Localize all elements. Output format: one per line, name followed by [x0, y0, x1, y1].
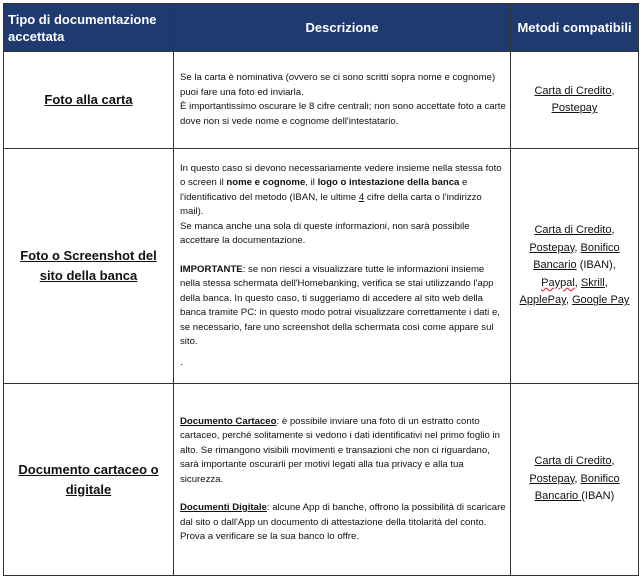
desc-paragraph	[180, 415, 506, 488]
text: : alcune App di banche, offrono la possibilità di scaricare dal sito o dall'App un documento di attestazione della titolarità del conto. Prova a verificare se la sua banco lo offre.	[180, 502, 506, 542]
row-description	[174, 384, 511, 576]
documentation-table	[3, 3, 639, 576]
desc-paragraph: .	[180, 356, 183, 368]
method-link-applepay[interactable]: ApplePay	[519, 294, 566, 307]
desc-paragraph	[180, 263, 506, 350]
text: : è possibile inviare una foto di un estratto conto cartaceo, perché solitamente si vedono i dati identificativi nel primo foglio in alto. Se rimangono visibili movimenti e transazioni che non ci riguardano, sarà importante oscurarli per motivi legati alla tua privacy e alla tua sicurezza.	[180, 415, 500, 485]
text: : se non riesci a visualizzare tutte le informazioni insieme nella stessa schermata dell'Homebanking, verifica se stai utilizzando l'app della banca. In questo caso, ti suggeriamo di accedere al sito web della banca tramite PC: in questo modo potrai visualizzare correttamente i dati e, se necessario, fare uno screenshot della schermata così come appare sul sito.	[180, 263, 500, 348]
table-row	[4, 384, 639, 576]
separator: ,	[604, 276, 608, 289]
text: , il	[305, 177, 318, 189]
method-link-paypal[interactable]: Paypal	[541, 276, 575, 289]
method-link-credit-card[interactable]: Carta di Credito	[534, 84, 612, 97]
separator: ,	[574, 472, 578, 485]
method-link-credit-card[interactable]: Carta di Credito	[534, 455, 612, 468]
underlined-label: Documenti Digitale	[180, 502, 267, 513]
row-methods	[511, 149, 639, 384]
row-methods	[511, 52, 639, 149]
row-type-card-photo: Foto alla carta	[4, 52, 174, 149]
row-type-bank-screenshot: Foto o Screenshot del sito della banca	[4, 149, 174, 384]
bold-text: logo o intestazione della banca	[317, 177, 460, 189]
method-link-postepay[interactable]: Postepay	[529, 241, 575, 254]
header-type: Tipo di documentazione accettata	[4, 4, 174, 52]
method-link-postepay[interactable]: Postepay	[529, 472, 575, 485]
separator: ,	[611, 224, 615, 237]
desc-paragraph: È importantissimo oscurare le 8 cifre centrali; non sono accettate foto a carte dove non si vede nome e cognome dell'intestatario.	[180, 101, 506, 127]
text: cifre della carta o l'indirizzo mail).	[180, 191, 482, 218]
separator: ,	[565, 294, 569, 307]
separator: ,	[611, 455, 615, 468]
row-methods	[511, 384, 639, 576]
blank-line	[180, 249, 506, 263]
desc-paragraph: Se la carta è nominativa (ovvero se ci sono scritti sopra nome e cognome) puoi fare una foto ed inviarla.	[180, 72, 496, 98]
table-header-row	[4, 4, 639, 52]
desc-paragraph: Se manca anche una sola di queste informazioni, non sarà possibile accettare la documentazione.	[180, 220, 470, 247]
method-link-credit-card[interactable]: Carta di Credito	[534, 224, 612, 237]
underlined-label: Documento Cartaceo	[180, 415, 277, 427]
underlined-text: 4	[358, 191, 365, 203]
text: e l'identificativo del metodo (IBAN, le ultime	[180, 177, 468, 203]
text: (IBAN),	[576, 259, 616, 272]
table-row	[4, 52, 639, 149]
header-description: Descrizione	[174, 4, 511, 52]
method-link-postepay[interactable]: Postepay	[551, 102, 598, 114]
separator: ,	[611, 84, 615, 97]
separator: ,	[574, 276, 578, 289]
row-description	[174, 52, 511, 149]
method-link-bank-transfer[interactable]: Bonifico Bancario	[533, 241, 620, 272]
text: (IBAN)	[581, 490, 615, 503]
method-link-googlepay[interactable]: Google Pay	[571, 294, 630, 307]
row-type-paper-digital-document: Documento cartaceo o digitale	[4, 384, 174, 576]
header-methods: Metodi compatibili	[511, 4, 639, 52]
blank-line	[180, 487, 506, 501]
method-link-bank-transfer[interactable]: Bonifico Bancario	[534, 472, 620, 503]
table-row	[4, 149, 639, 384]
row-description	[174, 149, 511, 384]
separator: ,	[574, 241, 578, 254]
text: In questo caso si devono necessariamente vedere insieme nella stessa foto o screen il	[180, 162, 502, 189]
important-label: IMPORTANTE	[180, 263, 243, 275]
desc-paragraph	[180, 501, 506, 545]
bold-text: nome e cognome	[226, 177, 306, 189]
desc-paragraph	[180, 162, 506, 220]
method-link-skrill[interactable]: Skrill	[580, 276, 605, 289]
